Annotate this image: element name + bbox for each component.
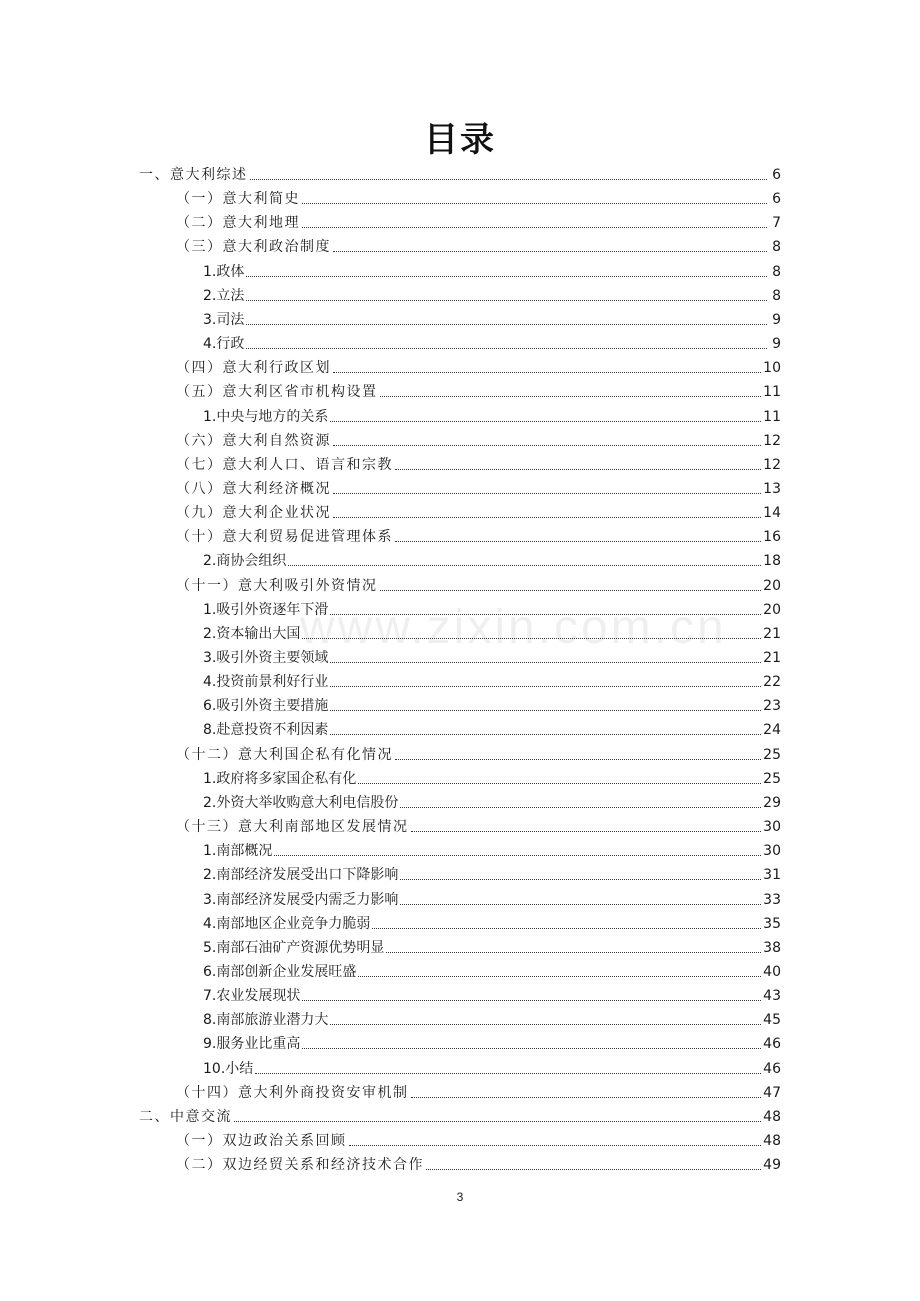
toc-entry-label: （十三）意大利南部地区发展情况	[176, 819, 409, 836]
toc-dot-leader	[358, 976, 761, 977]
toc-entry-label: 6.吸引外资主要措施	[203, 698, 329, 715]
toc-entry-page-number: 30	[763, 843, 781, 860]
toc-dot-leader	[411, 831, 762, 832]
toc-dot-leader	[246, 276, 767, 277]
toc-entry-label: （四）意大利行政区划	[176, 360, 331, 377]
toc-entry-label: 1.政体	[203, 263, 245, 280]
toc-entry-page-number: 25	[763, 746, 781, 763]
toc-entry-label: （一）意大利简史	[176, 191, 300, 208]
toc-entry-label: 2.南部经济发展受出口下降影响	[203, 867, 399, 884]
toc-entry[interactable]	[0, 765, 920, 789]
toc-entry-page-number: 18	[763, 553, 781, 570]
toc-dot-leader	[372, 928, 761, 929]
toc-entry[interactable]	[0, 427, 920, 451]
toc-dot-leader	[349, 1145, 762, 1146]
toc-entry-page-number: 8	[772, 287, 781, 304]
toc-dot-leader	[386, 952, 761, 953]
toc-entry-label: 2.资本输出大国	[203, 625, 301, 642]
toc-entry[interactable]	[0, 233, 920, 257]
toc-entry[interactable]	[0, 475, 920, 499]
toc-dot-leader	[302, 1048, 761, 1049]
toc-dot-leader	[330, 614, 761, 615]
toc-entry-label: 3.司法	[203, 311, 245, 328]
toc-dot-leader	[288, 565, 761, 566]
toc-entry-page-number: 43	[763, 988, 781, 1005]
toc-entry[interactable]	[0, 1127, 920, 1151]
toc-entry-label: 4.行政	[203, 336, 245, 353]
toc-entry-label: 10.小结	[203, 1060, 254, 1077]
toc-entry-page-number: 12	[763, 456, 781, 473]
toc-entry-label: （十四）意大利外商投资安审机制	[176, 1084, 409, 1101]
toc-entry[interactable]	[0, 934, 920, 958]
toc-entry-page-number: 21	[763, 650, 781, 666]
toc-entry-page-number: 16	[763, 529, 781, 546]
toc-entry-page-number: 8	[772, 263, 781, 280]
toc-dot-leader	[411, 1097, 762, 1098]
toc-dot-leader	[255, 1073, 761, 1074]
toc-entry[interactable]	[0, 1103, 920, 1127]
toc-dot-leader	[426, 1169, 761, 1170]
toc-dot-leader	[400, 807, 761, 808]
toc-entry-page-number: 12	[763, 432, 781, 449]
toc-entry-page-number: 6	[772, 191, 781, 208]
toc-entry[interactable]	[0, 910, 920, 934]
toc-dot-leader	[358, 783, 761, 784]
toc-dot-leader	[333, 251, 767, 252]
toc-entry-page-number: 49	[763, 1157, 781, 1174]
toc-entry-label: （七）意大利人口、语言和宗教	[176, 456, 393, 473]
toc-entry-page-number: 40	[763, 963, 781, 980]
toc-entry-page-number: 23	[763, 698, 781, 715]
toc-dot-leader	[330, 662, 761, 663]
toc-entry[interactable]	[0, 1055, 920, 1079]
toc-entry-label: 7.农业发展现状	[203, 988, 301, 1005]
toc-entry-label: 1.吸引外资逐年下滑	[203, 601, 329, 618]
toc-dot-leader	[333, 372, 761, 373]
toc-dot-leader	[395, 759, 761, 760]
toc-entry-label: 3.南部经济发展受内需乏力影响	[203, 891, 399, 908]
toc-entry-page-number: 9	[772, 311, 781, 328]
toc-dot-leader	[234, 1121, 761, 1122]
toc-entry-label: 6.南部创新企业发展旺盛	[203, 963, 357, 980]
toc-entry-page-number: 48	[763, 1133, 781, 1149]
toc-entry[interactable]	[0, 185, 920, 209]
toc-entry[interactable]	[0, 306, 920, 330]
toc-entry-page-number: 7	[772, 215, 781, 232]
toc-entry-label: （十一）意大利吸引外资情况	[176, 577, 378, 594]
toc-dot-leader	[246, 300, 767, 301]
toc-entry[interactable]	[0, 1030, 920, 1054]
toc-entry-label: （十二）意大利国企私有化情况	[176, 746, 393, 763]
toc-entry-label: （五）意大利区省市机构设置	[176, 384, 378, 401]
toc-entry-page-number: 24	[763, 722, 781, 739]
page-title: 目录	[424, 120, 496, 160]
watermark: www.zixin.com.cn	[300, 601, 727, 654]
toc-entry-label: 2.外资大举收购意大利电信股份	[203, 794, 399, 811]
toc-entry-page-number: 31	[763, 867, 781, 884]
toc-entry-label: 1.南部概况	[203, 843, 273, 860]
toc-entry[interactable]	[0, 572, 920, 596]
toc-dot-leader	[250, 179, 768, 180]
toc-entry[interactable]	[0, 1006, 920, 1030]
toc-entry-page-number: 48	[763, 1108, 781, 1125]
toc-entry[interactable]	[0, 789, 920, 813]
toc-entry-page-number: 38	[763, 939, 781, 956]
toc-entry-page-number: 9	[772, 336, 781, 353]
toc-entry[interactable]	[0, 354, 920, 378]
toc-entry-label: 1.中央与地方的关系	[203, 408, 329, 425]
toc-entry-label: 1.政府将多家国企私有化	[203, 770, 357, 787]
toc-entry-label: （九）意大利企业状况	[176, 505, 331, 522]
toc-entry-label: 二、中意交流	[139, 1108, 232, 1125]
toc-dot-leader	[302, 638, 761, 639]
toc-dot-leader	[302, 1000, 761, 1001]
toc-entry-page-number: 29	[763, 794, 781, 811]
toc-entry-label: （一）双边政治关系回顾	[176, 1133, 347, 1149]
toc-dot-leader	[246, 324, 767, 325]
toc-entry[interactable]	[0, 596, 920, 620]
toc-entry[interactable]	[0, 523, 920, 547]
toc-dot-leader	[333, 517, 761, 518]
toc-entry[interactable]	[0, 741, 920, 765]
toc-entry[interactable]	[0, 861, 920, 885]
toc-entry-label: 2.商协会组织	[203, 553, 287, 570]
toc-entry-label: （十）意大利贸易促进管理体系	[176, 529, 393, 546]
toc-entry[interactable]	[0, 958, 920, 982]
toc-dot-leader	[330, 686, 761, 687]
toc-entry[interactable]	[0, 716, 920, 740]
toc-dot-leader	[274, 855, 761, 856]
toc-entry-label: 3.吸引外资主要领域	[203, 650, 329, 666]
toc-entry[interactable]	[0, 813, 920, 837]
toc-entry-page-number: 33	[763, 891, 781, 908]
toc-entry-page-number: 30	[763, 819, 781, 836]
toc-entry-label: （八）意大利经济概况	[176, 480, 331, 497]
toc-dot-leader	[380, 396, 762, 397]
toc-entry-page-number: 45	[763, 1012, 781, 1029]
toc-dot-leader	[330, 734, 761, 735]
toc-entry-label: （六）意大利自然资源	[176, 432, 331, 449]
toc-dot-leader	[333, 493, 761, 494]
toc-entry-page-number: 35	[763, 915, 781, 932]
toc-entry-label: 5.南部石油矿产资源优势明显	[203, 939, 385, 956]
toc-entry-label: 4.投资前景利好行业	[203, 674, 329, 691]
toc-dot-leader	[330, 710, 761, 711]
toc-entry[interactable]	[0, 209, 920, 233]
toc-entry-label: 9.服务业比重高	[203, 1036, 301, 1053]
toc-entry[interactable]	[0, 161, 920, 185]
toc-dot-leader	[246, 348, 767, 349]
toc-entry[interactable]	[0, 668, 920, 692]
toc-dot-leader	[333, 445, 761, 446]
toc-entry-page-number: 20	[763, 601, 781, 618]
toc-entry-page-number: 20	[763, 577, 781, 594]
footer-page-number: 3	[456, 1190, 464, 1204]
toc-entry[interactable]	[0, 330, 920, 354]
toc-entry-label: （二）双边经贸关系和经济技术合作	[176, 1157, 424, 1174]
toc-entry[interactable]	[0, 378, 920, 402]
toc-entry[interactable]	[0, 886, 920, 910]
toc-entry[interactable]	[0, 1151, 920, 1175]
toc-entry-page-number: 25	[763, 770, 781, 787]
toc-entry[interactable]	[0, 644, 920, 668]
toc-dot-leader	[400, 879, 761, 880]
toc-entry-page-number: 47	[763, 1084, 781, 1101]
toc-entry-page-number: 22	[763, 674, 781, 691]
toc-entry-label: 8.南部旅游业潜力大	[203, 1012, 329, 1029]
toc-entry[interactable]	[0, 451, 920, 475]
toc-entry[interactable]	[0, 258, 920, 282]
toc-dot-leader	[395, 469, 761, 470]
toc-dot-leader	[330, 1024, 761, 1025]
toc-entry-page-number: 8	[772, 239, 781, 256]
toc-entry[interactable]	[0, 692, 920, 716]
toc-entry[interactable]	[0, 620, 920, 644]
toc-dot-leader	[302, 227, 767, 228]
toc-entry-page-number: 14	[763, 505, 781, 522]
toc-entry-page-number: 13	[763, 480, 781, 497]
toc-entry-label: 8.赴意投资不利因素	[203, 722, 329, 739]
toc-entry-label: （二）意大利地理	[176, 215, 300, 232]
toc-entry[interactable]	[0, 837, 920, 861]
toc-entry[interactable]	[0, 403, 920, 427]
toc-entry[interactable]	[0, 1079, 920, 1103]
toc-entry[interactable]	[0, 499, 920, 523]
toc-entry-page-number: 6	[772, 167, 781, 183]
toc-entry-page-number: 46	[763, 1036, 781, 1053]
toc-entry-page-number: 21	[763, 625, 781, 642]
toc-entry-label: 2.立法	[203, 287, 245, 304]
toc-entry-page-number: 11	[763, 408, 781, 425]
toc-entry-label: （三）意大利政治制度	[176, 239, 331, 256]
toc-entry[interactable]	[0, 547, 920, 571]
toc-dot-leader	[395, 541, 761, 542]
toc-dot-leader	[330, 421, 761, 422]
toc-dot-leader	[400, 904, 761, 905]
toc-entry-page-number: 11	[763, 384, 781, 401]
toc-entry-label: 一、意大利综述	[139, 167, 248, 183]
toc-entry[interactable]	[0, 282, 920, 306]
toc-dot-leader	[380, 590, 762, 591]
toc-entry-page-number: 46	[763, 1060, 781, 1077]
toc-entry-label: 4.南部地区企业竞争力脆弱	[203, 915, 371, 932]
toc-entry[interactable]	[0, 982, 920, 1006]
toc-dot-leader	[302, 203, 767, 204]
toc-entry-page-number: 10	[763, 360, 781, 377]
